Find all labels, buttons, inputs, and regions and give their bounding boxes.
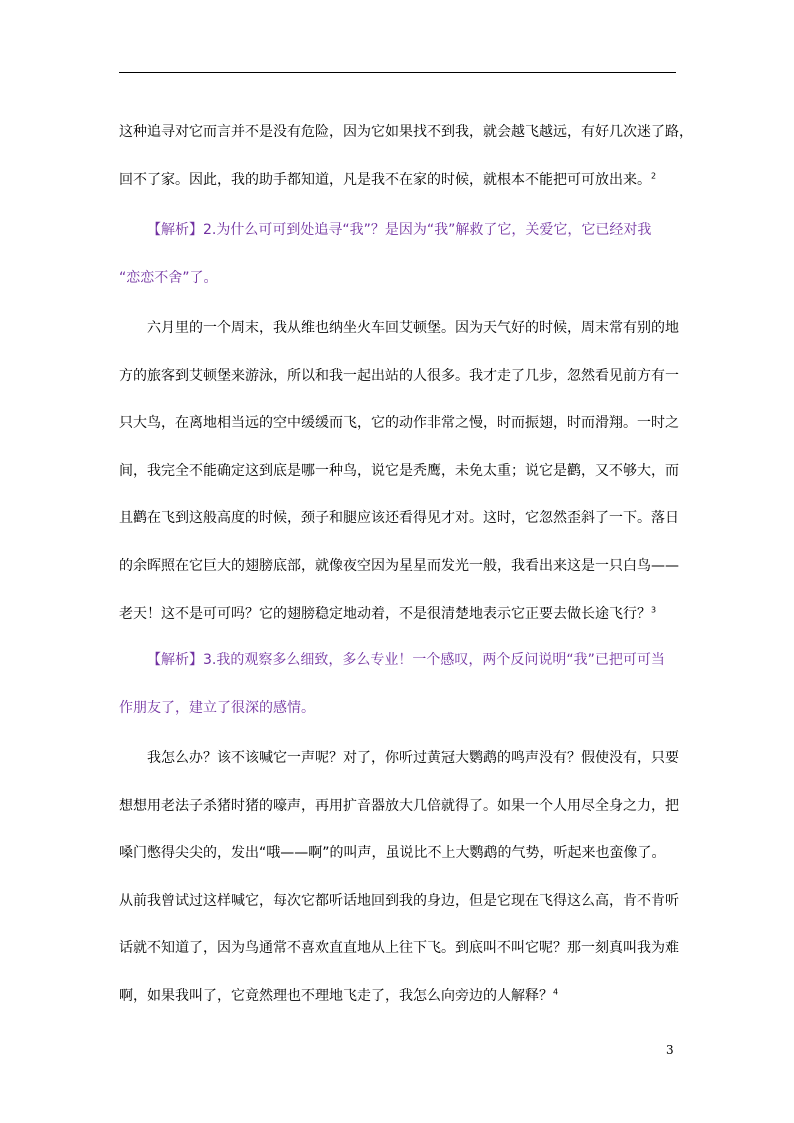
footnote-marker: 4: [553, 987, 559, 997]
footnote-marker: 3: [651, 604, 657, 614]
analysis-paragraph-2: [119, 207, 679, 302]
text-line: 从前我曾试过这样喊它，每次它都听话地回到我的身边，但是它现在飞得这么高，肯不肯听: [119, 892, 679, 909]
text-line-content: 啊，如果我叫了，它竟然理也不理地飞走了，我怎么向旁边的人解释？: [119, 987, 553, 1004]
text-line-content: 老天！这不是可可吗？它的翅膀稳定地动着，不是很清楚地表示它正要去做长途飞行？: [119, 605, 651, 622]
analysis-paragraph-4: [119, 637, 679, 732]
page-number: 3: [666, 1043, 674, 1057]
text-line: 且鹳在飞到这般高度的时候，颈子和腿应该还看得见才对。这时，它忽然歪斜了一下。落日: [119, 510, 679, 527]
text-line: 我怎么办？该不该喊它一声呢？对了，你听过黄冠大鹦鹉的鸣声没有？假使没有，只要: [147, 750, 679, 766]
text-line: 六月里的一个周末，我从维也纳坐火车回艾顿堡。因为天气好的时候，周末常有别的地: [147, 320, 679, 336]
text-line: [119, 591, 679, 639]
text-line: [119, 157, 679, 205]
text-line: 方的旅客到艾顿堡来游泳，所以和我一起出站的人很多。我才走了几步，忽然看见前方有一: [119, 367, 679, 384]
text-line: 的余晖照在它巨大的翅膀底部，就像夜空因为星星而发光一般，我看出来这是一只白鸟——: [119, 557, 679, 574]
text-line: 想想用老法子杀猪时猪的嚎声，再用扩音器放大几倍就得了。如果一个人用尽全身之力，把: [119, 797, 679, 814]
text-line: “恋恋不舍”了。: [119, 269, 218, 286]
body-paragraph-5: [119, 735, 679, 1021]
text-line: [119, 973, 679, 1021]
text-line: 嗓门憋得尖尖的，发出“哦——啊”的叫声，虽说比不上大鹦鹉的气势，听起来也蛮像了。: [119, 845, 666, 862]
body-paragraph-3: [119, 305, 679, 638]
text-line: 话就不知道了，因为鸟通常不喜欢直直地从上往下飞。到底叫不叫它呢？那一刻真叫我为难: [119, 940, 679, 957]
text-line-content: 回不了家。因此，我的助手都知道，凡是我不在家的时候，就根本不能把可可放出来。: [119, 171, 651, 188]
text-line: 作朋友了，建立了很深的感情。: [119, 699, 315, 716]
text-line: 【解析】2.为什么可可到处追寻“我”？是因为“我”解救了它，关爱它，它已经对我: [147, 222, 652, 238]
footnote-marker: 2: [651, 170, 657, 180]
text-line: 【解析】3.我的观察多么细致，多么专业！一个感叹，两个反问说明“我”已把可可当: [147, 652, 665, 668]
text-line: 只大鸟，在离地相当远的空中缓缓而飞，它的动作非常之慢，时而振翅，时而滑翔。一时之: [119, 415, 679, 432]
header-rule: [119, 72, 676, 73]
text-line: 这种追寻对它而言并不是没有危险，因为它如果找不到我，就会越飞越远，有好几次迷了路，: [119, 124, 693, 140]
body-paragraph-1: [119, 109, 693, 204]
text-line: 间，我完全不能确定这到底是哪一种鸟，说它是秃鹰，未免太重；说它是鹳，又不够大，而: [119, 462, 679, 479]
